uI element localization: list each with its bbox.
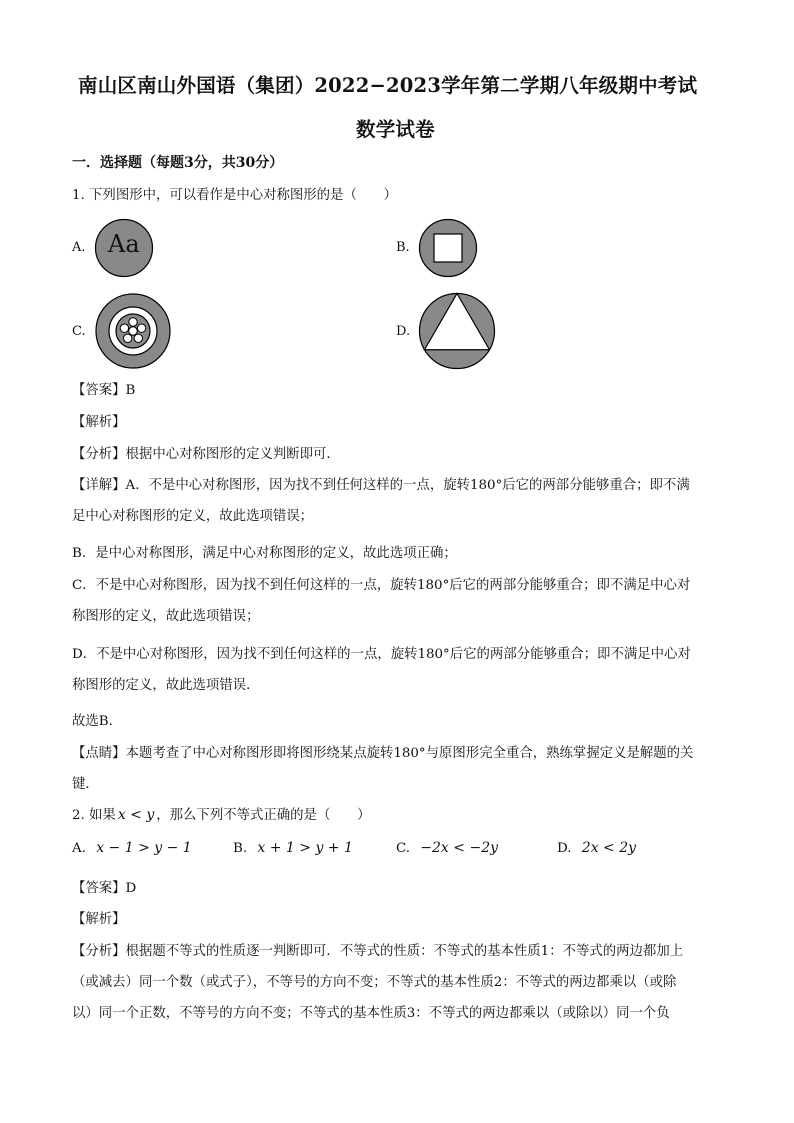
figure-c-dot <box>134 334 142 342</box>
q2-analysis-line3: 以）同一个正数，不等号的方向不变；不等式的基本性质3：不等式的两边都乘以（或除以）同一个负 <box>72 1006 670 1021</box>
q2-stem-suffix: ，那么下列不等式正确的是（ ） <box>156 808 371 823</box>
q2-option-d <box>557 840 636 856</box>
q2-option-b <box>233 840 353 856</box>
q2-stem-prefix: 2. 如果 <box>72 808 116 823</box>
page-title: 南山区南山外国语（集团）2022−2023学年第二学期八年级期中考试 <box>78 74 698 97</box>
figure-c-dot <box>129 318 137 326</box>
q1-figure-c <box>94 292 172 370</box>
q1-option-d-label: D. <box>396 324 411 339</box>
q2-option-c-label: C. <box>396 841 411 856</box>
q1-figure-b <box>418 218 478 278</box>
q1-analysis: 【分析】根据中心对称图形的定义判断即可． <box>72 447 340 462</box>
q1-option-c-label: C. <box>72 324 86 339</box>
q1-option-a-label: A. <box>72 240 86 255</box>
q1-dianjing-line1: 【点睛】本题考查了中心对称图形即将图形绕某点旋转180°与原图形完全重合，熟练掌握定义是解题的关 <box>72 746 694 761</box>
q2-option-a-label: A. <box>72 841 86 856</box>
q2-analysis-line1: 【分析】根据题不等式的性质逐一判断即可．不等式的性质：不等式的基本性质1：不等式的两边都加上 <box>72 944 684 959</box>
q1-detail-a-line2: 足中心对称图形的定义，故此选项错误； <box>72 509 314 524</box>
q2-answer: 【答案】D <box>72 881 137 896</box>
q1-detail-b: B．是中心对称图形，满足中心对称图形的定义，故此选项正确； <box>72 546 457 561</box>
q2-option-c-expr: −2x < −2y <box>420 840 499 856</box>
q2-stem <box>72 804 371 823</box>
figure-c-dot <box>124 334 132 342</box>
q2-analysis-line2: （或减去）同一个数（或式子），不等号的方向不变；不等式的基本性质2：不等式的两边都乘以（或除 <box>72 975 677 990</box>
q1-detail-d-line1: D．不是中心对称图形，因为找不到任何这样的一点，旋转180°后它的两部分能够重合；即不满足中心对 <box>72 647 691 662</box>
q1-detail-c-line1: C．不是中心对称图形，因为找不到任何这样的一点，旋转180°后它的两部分能够重合；即不满足中心对 <box>72 578 691 593</box>
figure-c-dot <box>137 324 145 332</box>
q1-detail-d-line2: 称图形的定义，故此选项错误． <box>72 678 260 693</box>
q1-dianjing-line2: 键． <box>72 777 99 792</box>
q1-option-b-label: B. <box>396 240 410 255</box>
q1-figure-d <box>418 292 496 370</box>
q2-analysis-tag: 【解析】 <box>72 912 126 927</box>
q1-detail-a-line1: 【详解】A．不是中心对称图形，因为找不到任何这样的一点，旋转180°后它的两部分能够重合；即不满 <box>72 478 690 493</box>
q2-option-a <box>72 840 192 856</box>
q2-option-a-expr: x − 1 > y − 1 <box>96 840 192 856</box>
q1-detail-c-line2: 称图形的定义，故此选项错误； <box>72 609 260 624</box>
q1-answer: 【答案】B <box>72 383 136 398</box>
figure-c-dot <box>120 324 128 332</box>
q1-analysis-tag: 【解析】 <box>72 415 126 430</box>
q2-option-b-expr: x + 1 > y + 1 <box>257 840 353 856</box>
q2-stem-math: x < y <box>117 807 155 823</box>
q2-option-d-label: D. <box>557 841 572 856</box>
figure-c-dot <box>129 327 137 335</box>
section-heading: 一．选择题（每题3分，共30分） <box>72 155 284 171</box>
page-subtitle: 数学试卷 <box>356 118 435 141</box>
figure-b-square <box>434 234 462 262</box>
q2-option-d-expr: 2x < 2y <box>581 840 637 856</box>
q2-option-b-label: B. <box>233 841 248 856</box>
q2-option-c <box>396 840 498 856</box>
q1-figure-a-text: Aa <box>108 230 140 258</box>
q1-stem: 1. 下列图形中，可以看作是中心对称图形的是（ ） <box>72 188 398 203</box>
q1-choose: 故选B． <box>72 714 123 729</box>
